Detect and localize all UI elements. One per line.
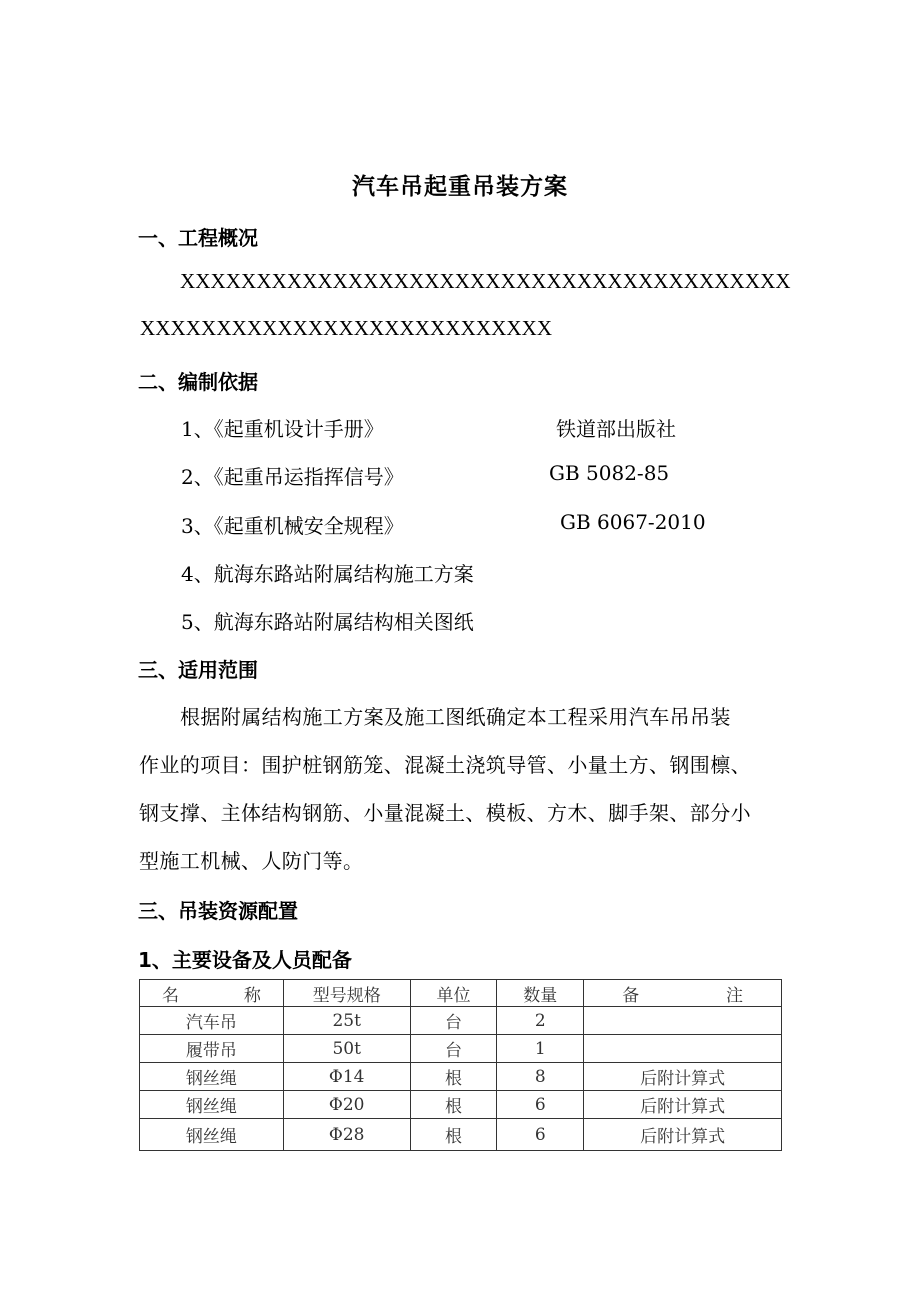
table-row — [140, 1119, 782, 1151]
heading-scope: 三、适用范围 — [138, 658, 258, 682]
scope-line-1: 根据附属结构施工方案及施工图纸确定本工程采用汽车吊吊装 — [180, 705, 731, 729]
basis-item-3: 3、《起重机械安全规程》 — [181, 514, 404, 538]
cell-model: 25t — [283, 1007, 410, 1035]
cell-name: 钢丝绳 — [140, 1063, 284, 1091]
basis-item-1: 1、《起重机设计手册》 — [181, 417, 384, 441]
table-row — [140, 1035, 782, 1063]
cell-qty: 1 — [497, 1035, 584, 1063]
cell-model: Φ14 — [283, 1063, 410, 1091]
cell-qty: 2 — [497, 1007, 584, 1035]
cell-name: 汽车吊 — [140, 1007, 284, 1035]
header-qty: 数量 — [497, 980, 584, 1007]
cell-unit: 根 — [410, 1063, 497, 1091]
basis-item-4: 4、航海东路站附属结构施工方案 — [181, 562, 474, 586]
header-unit: 单位 — [410, 980, 497, 1007]
basis-item-2: 2、《起重吊运指挥信号》 — [181, 465, 404, 489]
cell-unit: 台 — [410, 1007, 497, 1035]
basis-item-1-ref: 铁道部出版社 — [556, 417, 676, 441]
heading-basis: 二、编制依据 — [138, 370, 258, 394]
page-title: 汽车吊起重吊装方案 — [352, 174, 568, 200]
header-model: 型号规格 — [283, 980, 410, 1007]
equipment-table — [139, 979, 782, 1151]
cell-qty: 6 — [497, 1091, 584, 1119]
table-row — [140, 1007, 782, 1035]
cell-name: 钢丝绳 — [140, 1119, 284, 1151]
cell-model: Φ20 — [283, 1091, 410, 1119]
cell-note — [584, 1035, 782, 1063]
overview-line-2: XXXXXXXXXXXXXXXXXXXXXXXXXXX — [140, 316, 553, 340]
table-header-row — [140, 980, 782, 1007]
cell-note: 后附计算式 — [584, 1063, 782, 1091]
overview-line-1: XXXXXXXXXXXXXXXXXXXXXXXXXXXXXXXXXXXXXXXX — [180, 269, 791, 293]
cell-note: 后附计算式 — [584, 1119, 782, 1151]
cell-model: 50t — [283, 1035, 410, 1063]
basis-item-3-ref: GB 6067-2010 — [560, 510, 706, 534]
scope-line-2: 作业的项目：围护桩钢筋笼、混凝土浇筑导管、小量土方、钢围檩、 — [139, 753, 751, 777]
scope-line-4: 型施工机械、人防门等。 — [139, 849, 364, 873]
cell-qty: 6 — [497, 1119, 584, 1151]
cell-name: 履带吊 — [140, 1035, 284, 1063]
basis-item-5: 5、航海东路站附属结构相关图纸 — [181, 610, 474, 634]
header-name: 名 称 — [140, 980, 284, 1007]
scope-line-3: 钢支撑、主体结构钢筋、小量混凝土、模板、方木、脚手架、部分小 — [139, 801, 751, 825]
cell-unit: 根 — [410, 1091, 497, 1119]
cell-note — [584, 1007, 782, 1035]
header-note: 备 注 — [584, 980, 782, 1007]
basis-item-2-ref: GB 5082-85 — [549, 461, 670, 485]
cell-note: 后附计算式 — [584, 1091, 782, 1119]
cell-unit: 根 — [410, 1119, 497, 1151]
cell-name: 钢丝绳 — [140, 1091, 284, 1119]
table-row — [140, 1091, 782, 1119]
heading-resources: 三、吊装资源配置 — [138, 899, 298, 923]
table-row — [140, 1063, 782, 1091]
heading-equipment: 1、主要设备及人员配备 — [138, 948, 352, 972]
cell-qty: 8 — [497, 1063, 584, 1091]
heading-project-overview: 一、工程概况 — [138, 226, 258, 250]
cell-model: Φ28 — [283, 1119, 410, 1151]
cell-unit: 台 — [410, 1035, 497, 1063]
